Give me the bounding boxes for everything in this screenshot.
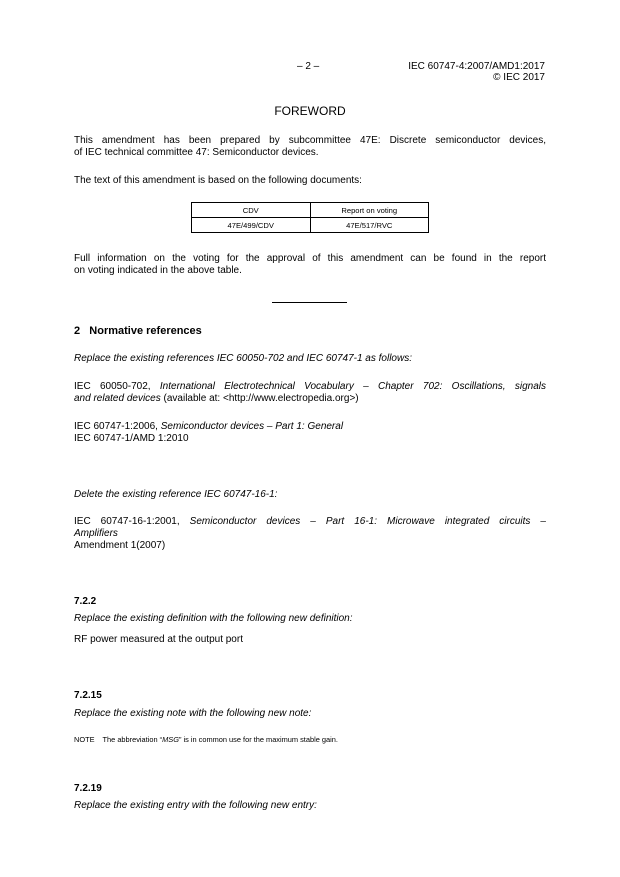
reference-iec-60050-702-line2	[74, 393, 359, 405]
reference-iec-60050-702-line1	[74, 381, 546, 393]
table-row	[192, 218, 429, 233]
section-heading: 2 Normative references	[74, 325, 202, 337]
reference-number: IEC 60050-702,	[74, 381, 160, 392]
reference-iec-60747-16-1-line2: Amplifiers	[74, 528, 118, 539]
foreword-para3-line1: Full information on the voting for the approval of this amendment can be found in the report	[74, 253, 546, 264]
instruction-replace-references: Replace the existing references IEC 60050-702 and IEC 60747-1 as follows:	[74, 353, 412, 364]
clause-number-7-2-2: 7.2.2	[74, 596, 97, 607]
foreword-para1-line2: of IEC technical committee 47: Semiconductor devices.	[74, 147, 319, 158]
reference-number: IEC 60747-16-1:2001,	[74, 516, 190, 527]
note-text-start: The abbreviation “	[102, 735, 163, 744]
reference-number: IEC 60747-1:2006,	[74, 421, 161, 432]
table-cell: 47E/517/RVC	[310, 218, 429, 233]
table-header-row	[192, 203, 429, 218]
clause-7-2-15-note	[74, 735, 338, 744]
reference-title: International Electrotechnical Vocabulary – Chapter 702: Oscillations, signals	[159, 381, 547, 392]
foreword-para2: The text of this amendment is based on the following documents:	[74, 175, 362, 186]
clause-7-2-2-definition: RF power measured at the output port	[74, 634, 243, 645]
section-divider	[272, 302, 347, 303]
reference-availability: (available at: <http://www.electropedia.org>)	[160, 393, 359, 404]
table-cell: 47E/499/CDV	[192, 218, 311, 233]
reference-amendment-1: Amendment 1(2007)	[74, 540, 166, 551]
foreword-title: FOREWORD	[274, 104, 346, 118]
table-header-cell: CDV	[192, 203, 311, 218]
clause-number-7-2-19: 7.2.19	[74, 783, 102, 794]
copyright: © IEC 2017	[493, 72, 545, 83]
clause-7-2-2-instruction: Replace the existing definition with the following new definition:	[74, 613, 353, 624]
foreword-para3-line2: on voting indicated in the above table.	[74, 265, 242, 276]
page-number: – 2 –	[297, 61, 320, 72]
document-id: IEC 60747-4:2007/AMD1:2017	[408, 61, 545, 72]
instruction-delete-reference: Delete the existing reference IEC 60747-16-1:	[74, 489, 278, 500]
clause-7-2-15-instruction: Replace the existing note with the following new note:	[74, 708, 312, 719]
note-label: NOTE	[74, 735, 95, 744]
reference-iec-60747-1	[74, 421, 343, 433]
reference-iec-60747-1-amd1: IEC 60747-1/AMD 1:2010	[74, 433, 189, 444]
table-header-cell: Report on voting	[310, 203, 429, 218]
reference-title: Semiconductor devices – Part 1: General	[160, 421, 344, 432]
clause-number-7-2-15: 7.2.15	[74, 690, 102, 701]
voting-documents-table	[191, 202, 429, 233]
clause-7-2-19-instruction: Replace the existing entry with the following new entry:	[74, 800, 317, 811]
foreword-para1-line1: This amendment has been prepared by subcommittee 47E: Discrete semiconductor devices,	[74, 135, 546, 146]
reference-title: Semiconductor devices – Part 16-1: Microwave integrated circuits –	[189, 516, 546, 527]
reference-title: and related devices	[74, 393, 161, 404]
note-term: MSG	[162, 735, 179, 744]
reference-iec-60747-16-1-line1	[74, 516, 546, 528]
note-text-end: ” is in common use for the maximum stable gain.	[178, 735, 338, 744]
